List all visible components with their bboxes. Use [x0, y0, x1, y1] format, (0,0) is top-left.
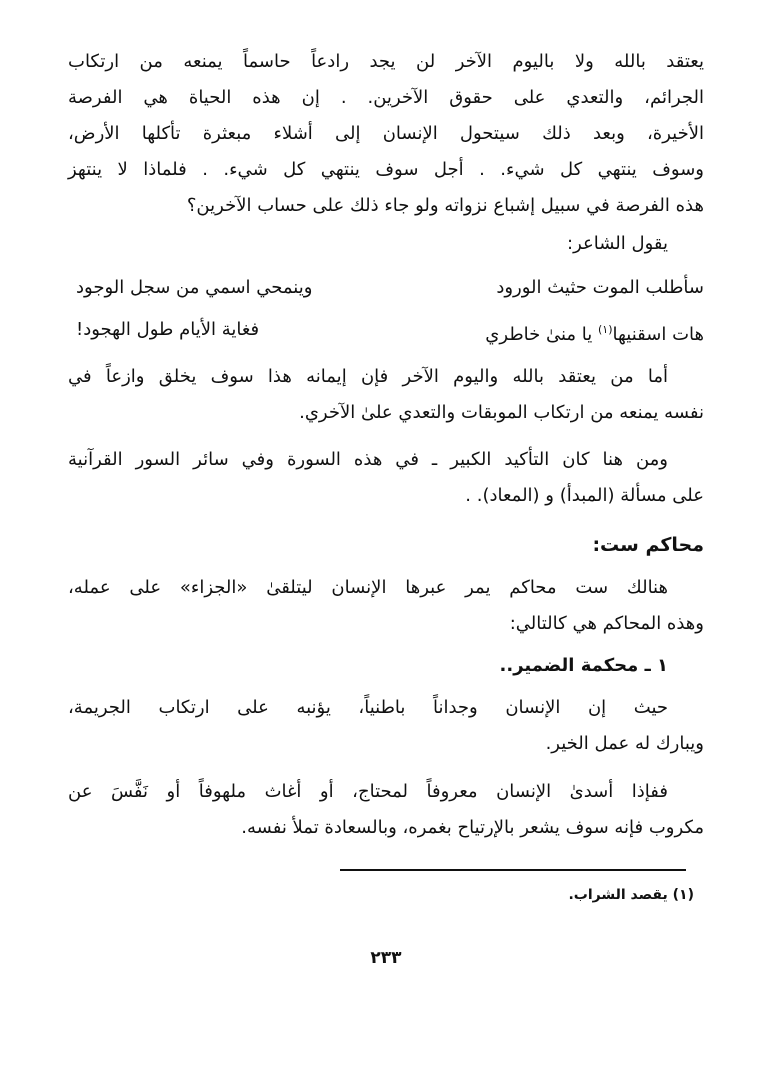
text-line: وهذه المحاكم هي كالتالي:	[509, 613, 704, 634]
page-number: ٢٣٣	[370, 948, 402, 968]
text-line: ففإذا أسدىٰ الإنسان معروفاً لمحتاج، أو أغاث ملهوفاً أو نَفَّسَ عن	[68, 781, 668, 802]
verse-2-first-a: هات اسقنيها	[612, 324, 704, 345]
footnote-marker[interactable]: (١)	[598, 323, 613, 336]
text-line: الجرائم، والتعدي على حقوق الآخرين. . إن هذه الحياة هي الفرصة	[68, 87, 704, 108]
text-line: على مسألة (المبدأ) و (المعاد). .	[465, 485, 704, 506]
text-line: وسوف ينتهي كل شيء. . أجل سوف ينتهي كل شيء. . فلماذا لا ينتهز	[68, 159, 704, 180]
verse-2-second: فغاية الأيام طول الهجود!	[76, 319, 260, 340]
poet-intro: يقول الشاعر:	[567, 233, 668, 254]
text-line: يعتقد بالله ولا باليوم الآخر لن يجد رادعاً حاسماً يمنعه من ارتكاب	[68, 51, 704, 72]
verse-1-second: وينمحي اسمي من سجل الوجود	[76, 277, 313, 298]
footnote: (١) يقصد الشراب.	[568, 887, 694, 903]
verse-1-first: سأطلب الموت حثيث الورود	[496, 277, 704, 298]
verse-2-first	[485, 315, 704, 350]
text-line: نفسه يمنعه من ارتكاب الموبقات والتعدي علىٰ الآخري.	[299, 402, 704, 423]
text-line: الأخيرة، وبعد ذلك سيتحول الإنسان إلى أشلاء مبعثرة تأكلها الأرض،	[68, 123, 704, 144]
verse-2-first-b: يا منىٰ خاطري	[485, 324, 598, 345]
text-line: أما من يعتقد بالله واليوم الآخر فإن إيمانه هذا سوف يخلق وازعاً في	[68, 366, 668, 387]
text-line: ومن هنا كان التأكيد الكبير ـ في هذه السورة وفي سائر السور القرآنية	[68, 449, 668, 470]
text-line: هنالك ست محاكم يمر عبرها الإنسان ليتلقىٰ «الجزاء» على عمله،	[68, 577, 668, 598]
footnote-divider	[340, 869, 686, 871]
subheading: ١ ـ محكمة الضمير..	[499, 655, 668, 676]
text-line: حيث إن الإنسان وجداناً باطنياً، يؤنبه على ارتكاب الجريمة،	[68, 697, 668, 718]
text-line: ويبارك له عمل الخير.	[545, 733, 704, 754]
section-heading: محاكم ست:	[592, 534, 704, 556]
text-line: هذه الفرصة في سبيل إشباع نزواته ولو جاء ذلك على حساب الآخرين؟	[186, 195, 704, 216]
text-line: مكروب فإنه سوف يشعر بالإرتياح بغمره، وبالسعادة تملأ نفسه.	[241, 817, 704, 838]
